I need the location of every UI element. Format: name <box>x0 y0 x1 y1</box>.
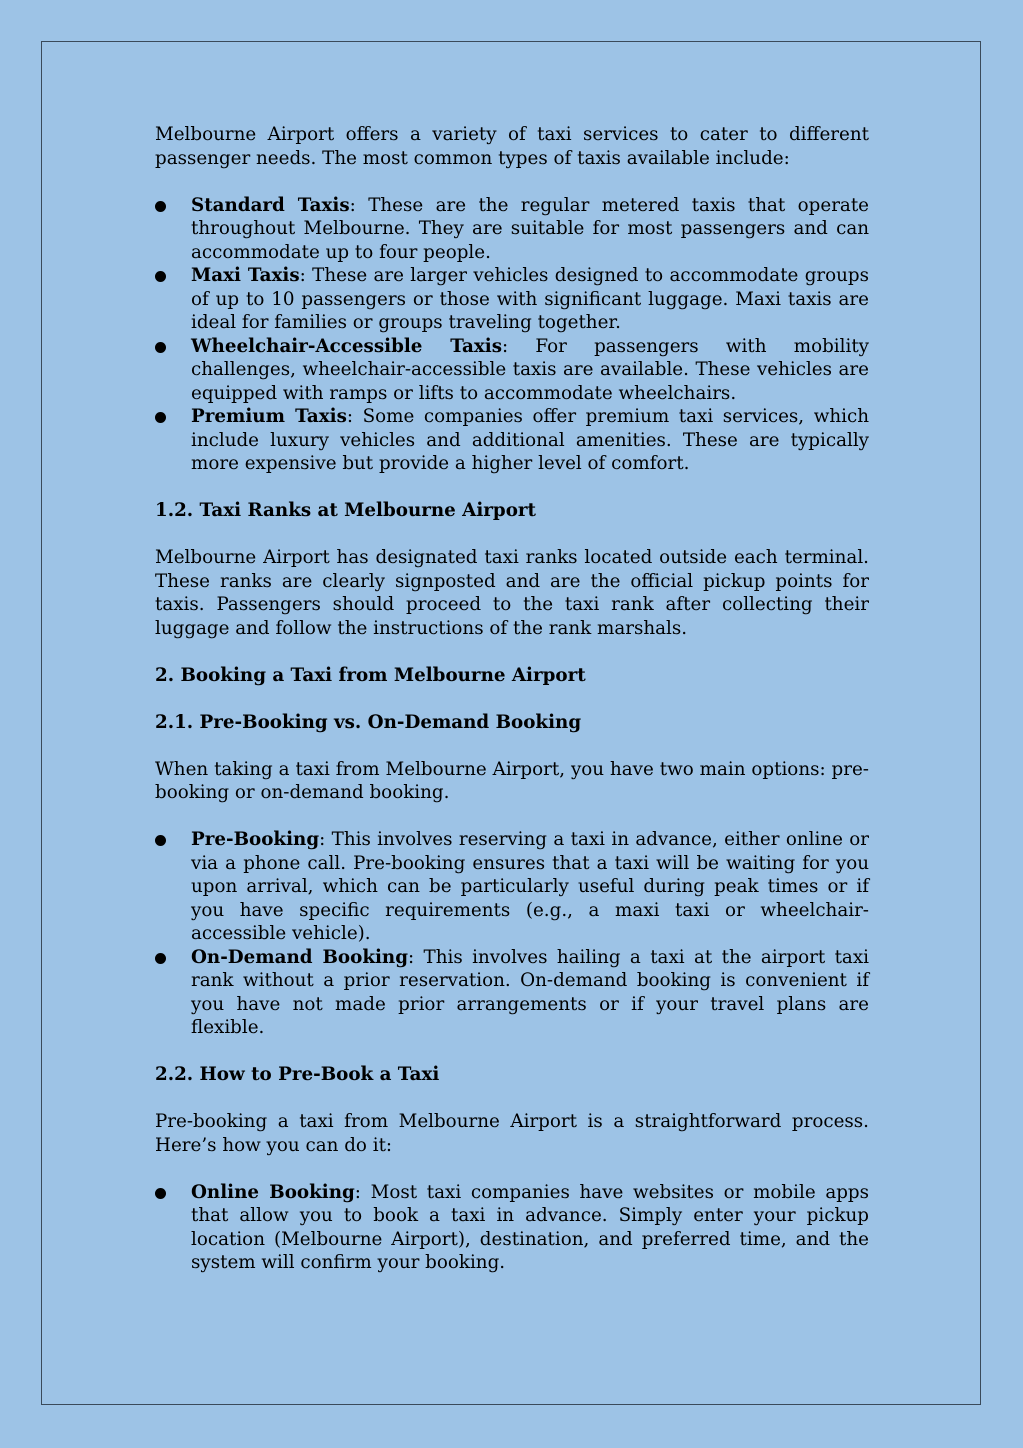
item-term: Pre-Booking <box>191 829 320 850</box>
intro-paragraph: Melbourne Airport offers a variety of taxi services to cater to different passenger needs. The most common types of taxis available include: <box>155 124 869 169</box>
list-item <box>155 264 869 335</box>
bullet-icon <box>155 953 166 964</box>
taxi-ranks-paragraph: Melbourne Airport has designated taxi ranks located outside each terminal. These ranks are clearly signposted and are the official pickup points for taxis. Passengers should proceed to the taxi rank after collecting their luggage and follow the instructions of the rank marshals. <box>155 547 869 639</box>
item-term: Standard Taxis <box>191 194 350 216</box>
list-item <box>155 194 869 265</box>
bullet-icon <box>155 201 166 212</box>
list-item <box>155 1181 869 1275</box>
section-heading: 2.2. How to Pre-Book a Taxi <box>155 1064 440 1085</box>
section-heading: 2. Booking a Taxi from Melbourne Airport <box>155 664 586 686</box>
document-body <box>155 123 869 1275</box>
section-heading: 1.2. Taxi Ranks at Melbourne Airport <box>155 500 536 521</box>
prebook-paragraph: Pre-booking a taxi from Melbourne Airport is a straightforward process. Here’s how you can do it: <box>155 1111 869 1156</box>
item-term: Premium Taxis <box>191 406 347 427</box>
bullet-icon <box>155 835 166 846</box>
item-desc: : Some companies offer premium taxi services, which include luxury vehicles and additional amenities. These are typically more expensive but provide a higher level of comfort. <box>191 406 869 474</box>
booking-options-list <box>155 828 869 1040</box>
booking-options-paragraph: When taking a taxi from Melbourne Airport, you have two main options: pre-booking or on-demand booking. <box>155 758 869 803</box>
item-desc: : For passengers with mobility challenges, wheelchair-accessible taxis are available. These vehicles are equipped with ramps or lifts to accommodate wheelchairs. <box>191 335 870 404</box>
item-desc: : This involves reserving a taxi in advance, either online or via a phone call. Pre-booking ensures that a taxi will be waiting for you upon arrival, which can be particularly useful during peak times or if you have specific requirements (e.g., a maxi taxi or wheelchair-accessible vehicle). <box>191 829 869 944</box>
taxi-types-list <box>155 194 869 476</box>
prebook-list <box>155 1181 869 1275</box>
bullet-icon <box>155 412 166 423</box>
bullet-icon <box>155 271 166 282</box>
section-heading: 2.1. Pre-Booking vs. On-Demand Booking <box>155 711 582 733</box>
list-item <box>155 335 869 406</box>
bullet-icon <box>155 342 166 353</box>
item-desc: : These are the regular metered taxis that operate throughout Melbourne. They are suitable for most passengers and can accommodate up to four people. <box>191 194 869 263</box>
item-desc: : This involves hailing a taxi at the airport taxi rank without a prior reservation. On-demand booking is convenient if you have not made prior arrangements or if your travel plans are flexible. <box>191 946 869 1038</box>
item-desc: : These are larger vehicles designed to accommodate groups of up to 10 passengers or those with significant luggage. Maxi taxis are ideal for families or groups traveling together. <box>191 265 869 333</box>
list-item <box>155 405 869 476</box>
item-term: Wheelchair-Accessible Taxis <box>191 335 503 357</box>
list-item <box>155 828 869 946</box>
item-desc: : Most taxi companies have websites or mobile apps that allow you to book a taxi in advance. Simply enter your pickup location (Melbourne Airport), destination, and preferred time, and the system will confirm your booking. <box>191 1181 869 1273</box>
list-item <box>155 946 869 1040</box>
item-term: Online Booking <box>191 1181 355 1203</box>
item-term: Maxi Taxis <box>191 265 300 286</box>
item-term: On-Demand Booking <box>191 946 409 968</box>
bullet-icon <box>155 1188 166 1199</box>
